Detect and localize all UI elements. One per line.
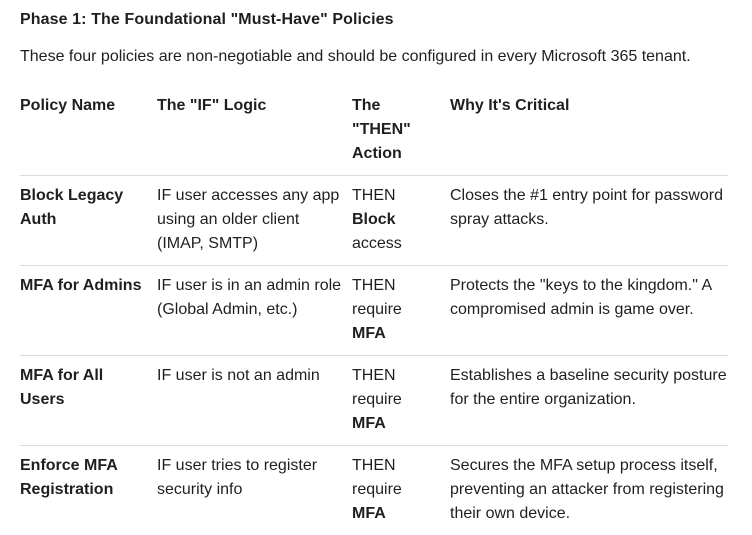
- header-why-critical: Why It's Critical: [450, 94, 728, 176]
- table-row: [20, 176, 728, 266]
- then-prefix: THEN require: [352, 364, 412, 412]
- if-logic-cell: IF user tries to register security info: [157, 446, 352, 535]
- if-logic-cell: IF user is not an admin: [157, 356, 352, 446]
- header-policy-name: Policy Name: [20, 94, 157, 176]
- policy-name-cell: Enforce MFA Registration: [20, 446, 157, 535]
- policy-name-cell: MFA for Admins: [20, 266, 157, 356]
- then-prefix: THEN require: [352, 454, 412, 502]
- why-critical-cell: Protects the "keys to the kingdom." A compromised admin is game over.: [450, 266, 728, 356]
- then-emphasis: Block: [352, 208, 450, 232]
- section-heading: Phase 1: The Foundational "Must-Have" Policies: [20, 11, 394, 29]
- why-critical-cell: Closes the #1 entry point for password spray attacks.: [450, 176, 728, 266]
- then-action-cell: [352, 176, 450, 266]
- then-suffix: access: [352, 232, 450, 256]
- table-row: [20, 446, 728, 535]
- then-action-cell: [352, 446, 450, 535]
- if-logic-cell: IF user is in an admin role (Global Admin, etc.): [157, 266, 352, 356]
- why-critical-cell: Secures the MFA setup process itself, preventing an attacker from registering their own device.: [450, 446, 728, 535]
- header-then-action: [352, 94, 450, 176]
- table-row: [20, 356, 728, 446]
- why-critical-cell: Establishes a baseline security posture for the entire organization.: [450, 356, 728, 446]
- header-if-logic: The "IF" Logic: [157, 94, 352, 176]
- header-then-line3: Action: [352, 142, 450, 166]
- policies-table: [20, 94, 728, 535]
- then-prefix: THEN require: [352, 274, 412, 322]
- then-emphasis: MFA: [352, 412, 450, 436]
- then-action-cell: [352, 266, 450, 356]
- header-then-line1: The: [352, 94, 450, 118]
- then-emphasis: MFA: [352, 322, 450, 346]
- then-action-cell: [352, 356, 450, 446]
- section-intro: These four policies are non-negotiable and should be configured in every Microsoft 365 tenant.: [20, 48, 691, 66]
- policy-name-cell: MFA for All Users: [20, 356, 157, 446]
- policy-name-cell: Block Legacy Auth: [20, 176, 157, 266]
- then-emphasis: MFA: [352, 502, 450, 526]
- if-logic-cell: IF user accesses any app using an older client (IMAP, SMTP): [157, 176, 352, 266]
- table-header-row: [20, 94, 728, 176]
- table-row: [20, 266, 728, 356]
- then-prefix: THEN: [352, 184, 450, 208]
- header-then-line2: "THEN": [352, 118, 450, 142]
